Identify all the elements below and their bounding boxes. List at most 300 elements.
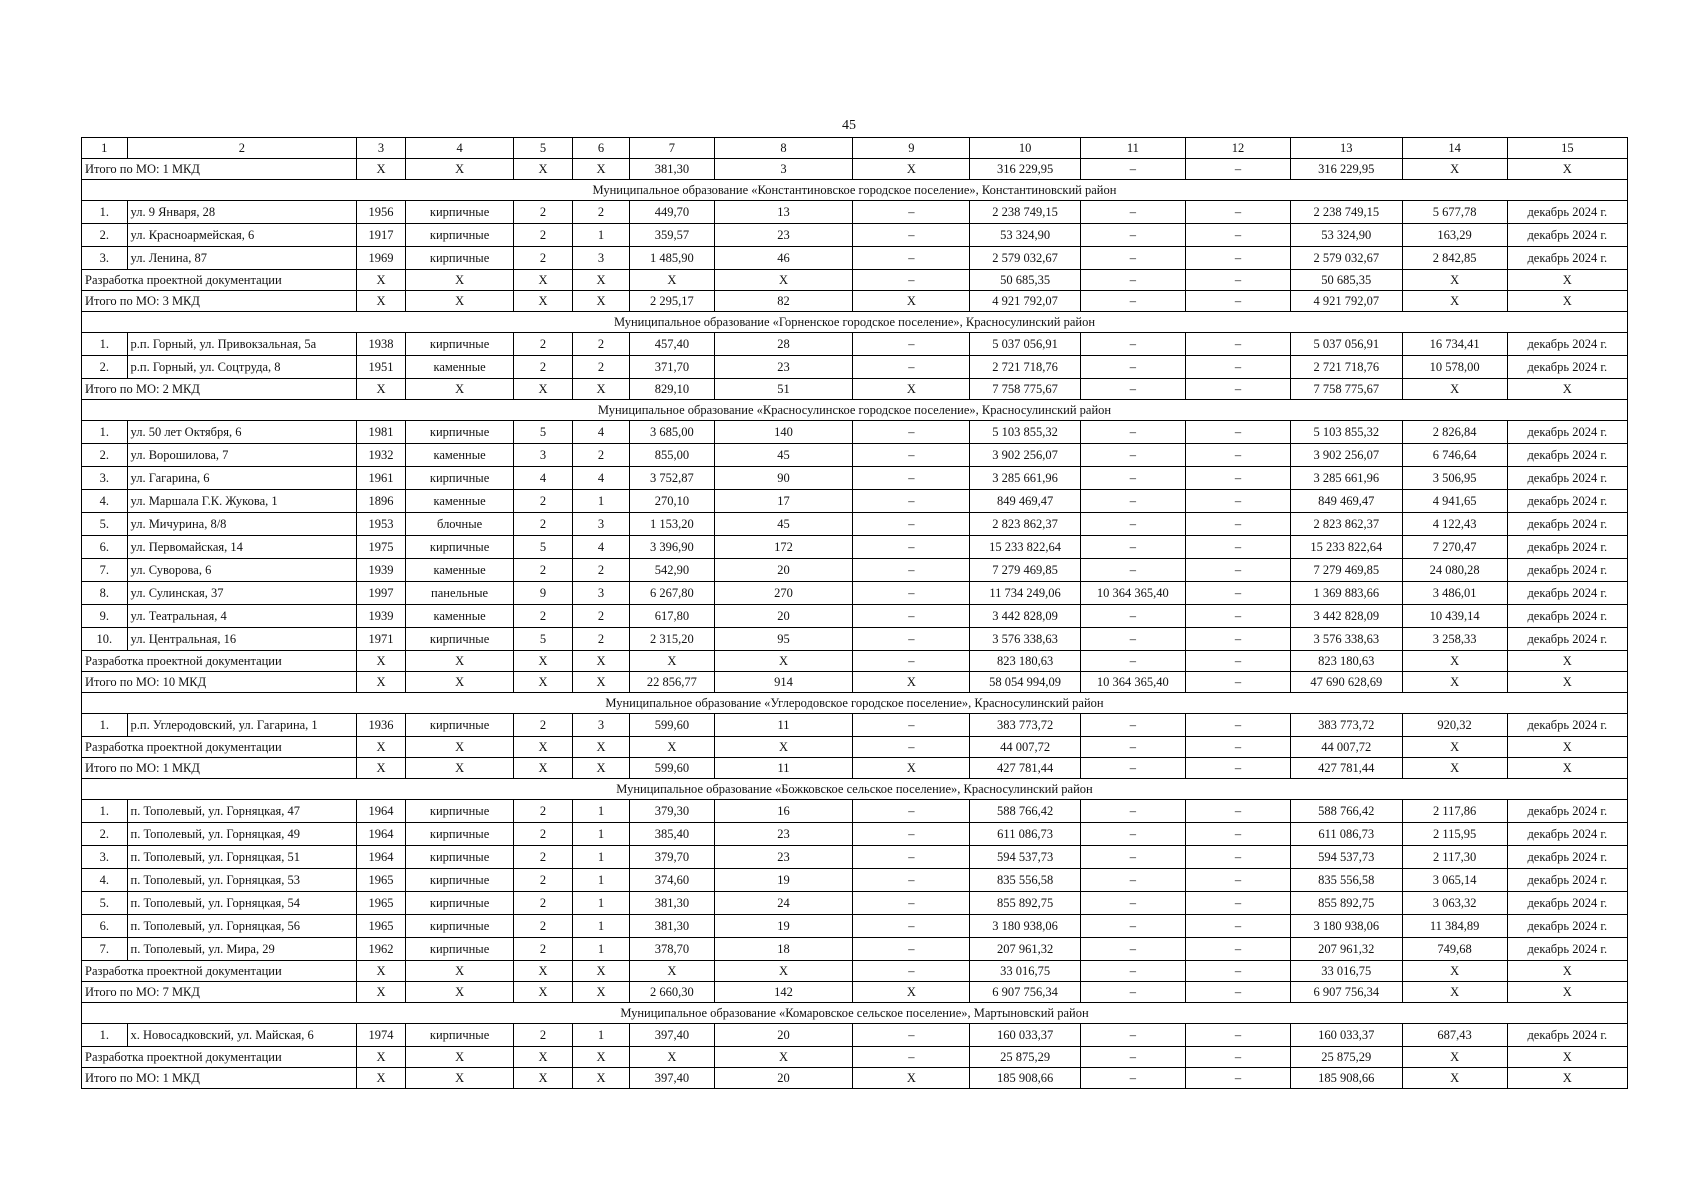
table-cell: – bbox=[1185, 961, 1290, 982]
table-cell: X bbox=[405, 961, 513, 982]
table-cell: – bbox=[853, 823, 970, 846]
table-cell: 2 bbox=[514, 800, 573, 823]
table-cell: X bbox=[357, 982, 406, 1003]
table-cell: X bbox=[572, 1068, 629, 1089]
table-cell: X bbox=[1507, 672, 1627, 693]
table-cell: 5 103 855,32 bbox=[970, 421, 1081, 444]
table-cell: кирпичные bbox=[405, 800, 513, 823]
table-cell: п. Тополевый, ул. Горняцкая, 56 bbox=[127, 915, 357, 938]
table-cell: – bbox=[1185, 628, 1290, 651]
table-cell: 381,30 bbox=[630, 892, 715, 915]
table-cell: X bbox=[1402, 379, 1507, 400]
total-row bbox=[82, 982, 1628, 1003]
table-cell: X bbox=[572, 737, 629, 758]
table-cell: 3 576 338,63 bbox=[970, 628, 1081, 651]
table-cell: 1997 bbox=[357, 582, 406, 605]
table-cell: 2. bbox=[82, 823, 128, 846]
municipality-header bbox=[82, 400, 1628, 421]
table-cell: X bbox=[1507, 961, 1627, 982]
table-cell: 5 bbox=[514, 536, 573, 559]
table-cell: декабрь 2024 г. bbox=[1507, 605, 1627, 628]
table-cell: 2. bbox=[82, 356, 128, 379]
table-cell: 1 bbox=[572, 938, 629, 961]
table-cell: – bbox=[1080, 559, 1185, 582]
table-cell: ул. Театральная, 4 bbox=[127, 605, 357, 628]
table-row bbox=[82, 869, 1628, 892]
table-cell: декабрь 2024 г. bbox=[1507, 333, 1627, 356]
column-header: 15 bbox=[1507, 138, 1627, 159]
table-cell: X bbox=[572, 961, 629, 982]
table-cell: 3 285 661,96 bbox=[1290, 467, 1402, 490]
table-cell: 1961 bbox=[357, 467, 406, 490]
table-cell: 1938 bbox=[357, 333, 406, 356]
table-cell: 2. bbox=[82, 444, 128, 467]
table-cell: – bbox=[1080, 938, 1185, 961]
table-cell: – bbox=[1080, 961, 1185, 982]
column-header: 10 bbox=[970, 138, 1081, 159]
table-cell: 6 267,80 bbox=[630, 582, 715, 605]
table-cell: 3 442 828,09 bbox=[1290, 605, 1402, 628]
table-cell: X bbox=[357, 737, 406, 758]
table-cell: 1965 bbox=[357, 915, 406, 938]
table-cell: 3. bbox=[82, 846, 128, 869]
table-cell: 17 bbox=[714, 490, 853, 513]
table-cell: – bbox=[853, 356, 970, 379]
table-cell: 1964 bbox=[357, 800, 406, 823]
table-cell: 1965 bbox=[357, 869, 406, 892]
table-cell: декабрь 2024 г. bbox=[1507, 714, 1627, 737]
table-cell: п. Тополевый, ул. Горняцкая, 49 bbox=[127, 823, 357, 846]
table-cell: 379,70 bbox=[630, 846, 715, 869]
total-row-label: Итого по МО: 2 МКД bbox=[82, 379, 357, 400]
table-cell: 16 734,41 bbox=[1402, 333, 1507, 356]
table-cell: X bbox=[514, 651, 573, 672]
table-cell: X bbox=[630, 737, 715, 758]
table-cell: – bbox=[1185, 605, 1290, 628]
table-cell: – bbox=[1080, 201, 1185, 224]
table-cell: 427 781,44 bbox=[970, 758, 1081, 779]
table-cell: 53 324,90 bbox=[970, 224, 1081, 247]
table-cell: п. Тополевый, ул. Горняцкая, 47 bbox=[127, 800, 357, 823]
table-cell: декабрь 2024 г. bbox=[1507, 938, 1627, 961]
total-row bbox=[82, 1068, 1628, 1089]
table-cell: X bbox=[853, 982, 970, 1003]
table-cell: 2 315,20 bbox=[630, 628, 715, 651]
table-cell: 397,40 bbox=[630, 1068, 715, 1089]
table-cell: 1939 bbox=[357, 605, 406, 628]
table-cell: X bbox=[1402, 737, 1507, 758]
table-cell: X bbox=[357, 291, 406, 312]
table-cell: – bbox=[853, 892, 970, 915]
table-cell: ул. Сулинская, 37 bbox=[127, 582, 357, 605]
table-cell: 23 bbox=[714, 846, 853, 869]
municipality-header bbox=[82, 312, 1628, 333]
total-row bbox=[82, 291, 1628, 312]
table-cell: 7. bbox=[82, 559, 128, 582]
table-cell: 4 941,65 bbox=[1402, 490, 1507, 513]
table-cell: р.п. Горный, ул. Привокзальная, 5а bbox=[127, 333, 357, 356]
table-cell: – bbox=[1080, 651, 1185, 672]
column-header: 6 bbox=[572, 138, 629, 159]
table-cell: – bbox=[1185, 672, 1290, 693]
table-cell: X bbox=[405, 291, 513, 312]
table-cell: 1964 bbox=[357, 823, 406, 846]
table-cell: X bbox=[514, 291, 573, 312]
table-cell: – bbox=[1185, 159, 1290, 180]
table-cell: 3 285 661,96 bbox=[970, 467, 1081, 490]
table-cell: 3 442 828,09 bbox=[970, 605, 1081, 628]
table-cell: 1 bbox=[572, 892, 629, 915]
table-cell: 855 892,75 bbox=[970, 892, 1081, 915]
table-cell: X bbox=[514, 1068, 573, 1089]
table-cell: – bbox=[853, 605, 970, 628]
table-cell: декабрь 2024 г. bbox=[1507, 467, 1627, 490]
table-cell: – bbox=[1185, 356, 1290, 379]
table-cell: 5 103 855,32 bbox=[1290, 421, 1402, 444]
table-cell: 2 bbox=[572, 444, 629, 467]
table-cell: декабрь 2024 г. bbox=[1507, 247, 1627, 270]
table-cell: – bbox=[1185, 938, 1290, 961]
table-cell: X bbox=[514, 961, 573, 982]
table-cell: – bbox=[1080, 444, 1185, 467]
table-cell: х. Новосадковский, ул. Майская, 6 bbox=[127, 1024, 357, 1047]
total-row bbox=[82, 159, 1628, 180]
table-cell: 51 bbox=[714, 379, 853, 400]
table-cell: 1. bbox=[82, 333, 128, 356]
column-header: 4 bbox=[405, 138, 513, 159]
table-cell: 2 bbox=[514, 356, 573, 379]
table-cell: – bbox=[1080, 224, 1185, 247]
table-cell: каменные bbox=[405, 444, 513, 467]
table-cell: 28 bbox=[714, 333, 853, 356]
table-cell: 45 bbox=[714, 513, 853, 536]
table-cell: 2 721 718,76 bbox=[970, 356, 1081, 379]
table-cell: 20 bbox=[714, 605, 853, 628]
table-cell: 3 180 938,06 bbox=[1290, 915, 1402, 938]
table-cell: X bbox=[630, 651, 715, 672]
table-cell: – bbox=[1080, 800, 1185, 823]
table-row bbox=[82, 444, 1628, 467]
table-cell: кирпичные bbox=[405, 247, 513, 270]
table-cell: – bbox=[1185, 224, 1290, 247]
table-cell: 3 752,87 bbox=[630, 467, 715, 490]
table-cell: 371,70 bbox=[630, 356, 715, 379]
table-cell: 2 bbox=[514, 1024, 573, 1047]
table-cell: X bbox=[405, 1047, 513, 1068]
table-cell: 10 439,14 bbox=[1402, 605, 1507, 628]
table-cell: – bbox=[1080, 714, 1185, 737]
table-cell: 4. bbox=[82, 869, 128, 892]
table-cell: 6. bbox=[82, 536, 128, 559]
table-cell: декабрь 2024 г. bbox=[1507, 444, 1627, 467]
table-row bbox=[82, 915, 1628, 938]
table-cell: 1 485,90 bbox=[630, 247, 715, 270]
table-cell: кирпичные bbox=[405, 536, 513, 559]
table-cell: – bbox=[1185, 737, 1290, 758]
table-cell: – bbox=[1080, 1047, 1185, 1068]
table-cell: X bbox=[1402, 982, 1507, 1003]
table-cell: 207 961,32 bbox=[970, 938, 1081, 961]
column-header: 5 bbox=[514, 138, 573, 159]
table-cell: X bbox=[572, 291, 629, 312]
table-cell: кирпичные bbox=[405, 846, 513, 869]
column-header: 1 bbox=[82, 138, 128, 159]
table-cell: – bbox=[1185, 513, 1290, 536]
table-cell: – bbox=[1185, 201, 1290, 224]
table-cell: 2 842,85 bbox=[1402, 247, 1507, 270]
table-cell: 33 016,75 bbox=[1290, 961, 1402, 982]
table-cell: X bbox=[1402, 1047, 1507, 1068]
table-cell: ул. Суворова, 6 bbox=[127, 559, 357, 582]
table-row bbox=[82, 333, 1628, 356]
table-cell: – bbox=[1080, 737, 1185, 758]
table-cell: 2 823 862,37 bbox=[970, 513, 1081, 536]
table-cell: ул. Первомайская, 14 bbox=[127, 536, 357, 559]
table-cell: X bbox=[1507, 651, 1627, 672]
table-cell: 3 576 338,63 bbox=[1290, 628, 1402, 651]
table-cell: X bbox=[357, 159, 406, 180]
municipality-title: Муниципальное образование «Красносулинское городское поселение», Красносулинский район bbox=[82, 400, 1628, 421]
table-cell: 829,10 bbox=[630, 379, 715, 400]
table-cell: каменные bbox=[405, 559, 513, 582]
table-cell: 1969 bbox=[357, 247, 406, 270]
table-cell: – bbox=[1185, 559, 1290, 582]
column-header: 2 bbox=[127, 138, 357, 159]
table-cell: 11 734 249,06 bbox=[970, 582, 1081, 605]
table-cell: 3 065,14 bbox=[1402, 869, 1507, 892]
column-header: 3 bbox=[357, 138, 406, 159]
design-docs-row-label: Разработка проектной документации bbox=[82, 270, 357, 291]
table-cell: 588 766,42 bbox=[970, 800, 1081, 823]
table-cell: – bbox=[1080, 467, 1185, 490]
table-cell: – bbox=[1185, 582, 1290, 605]
table-cell: кирпичные bbox=[405, 1024, 513, 1047]
table-cell: X bbox=[853, 672, 970, 693]
table-cell: 3 bbox=[572, 582, 629, 605]
table-cell: X bbox=[405, 651, 513, 672]
table-row bbox=[82, 513, 1628, 536]
table-cell: X bbox=[714, 1047, 853, 1068]
table-cell: 2 238 749,15 bbox=[1290, 201, 1402, 224]
table-cell: 53 324,90 bbox=[1290, 224, 1402, 247]
table-cell: X bbox=[572, 672, 629, 693]
table-cell: ул. 9 Января, 28 bbox=[127, 201, 357, 224]
municipality-title: Муниципальное образование «Божковское сельское поселение», Красносулинский район bbox=[82, 779, 1628, 800]
table-cell: X bbox=[714, 270, 853, 291]
table-cell: 2 bbox=[514, 892, 573, 915]
table-cell: – bbox=[853, 224, 970, 247]
table-cell: 82 bbox=[714, 291, 853, 312]
table-cell: декабрь 2024 г. bbox=[1507, 800, 1627, 823]
table-cell: 9 bbox=[514, 582, 573, 605]
design-docs-row bbox=[82, 961, 1628, 982]
table-cell: X bbox=[514, 379, 573, 400]
table-cell: п. Тополевый, ул. Горняцкая, 51 bbox=[127, 846, 357, 869]
table-cell: – bbox=[853, 536, 970, 559]
housing-repair-table bbox=[81, 137, 1628, 1089]
table-cell: 617,80 bbox=[630, 605, 715, 628]
table-cell: каменные bbox=[405, 356, 513, 379]
table-cell: 1953 bbox=[357, 513, 406, 536]
table-cell: 1951 bbox=[357, 356, 406, 379]
table-cell: 3 bbox=[714, 159, 853, 180]
table-cell: X bbox=[1507, 270, 1627, 291]
table-cell: 7. bbox=[82, 938, 128, 961]
table-cell: 2. bbox=[82, 224, 128, 247]
table-cell: 3 902 256,07 bbox=[970, 444, 1081, 467]
table-cell: – bbox=[853, 1047, 970, 1068]
design-docs-row-label: Разработка проектной документации bbox=[82, 1047, 357, 1068]
table-cell: X bbox=[572, 1047, 629, 1068]
table-cell: кирпичные bbox=[405, 628, 513, 651]
table-cell: 160 033,37 bbox=[1290, 1024, 1402, 1047]
table-cell: – bbox=[853, 1024, 970, 1047]
table-cell: 2 295,17 bbox=[630, 291, 715, 312]
table-cell: 3 486,01 bbox=[1402, 582, 1507, 605]
table-cell: 3 685,00 bbox=[630, 421, 715, 444]
table-cell: 3 063,32 bbox=[1402, 892, 1507, 915]
table-cell: 359,57 bbox=[630, 224, 715, 247]
table-cell: X bbox=[1402, 1068, 1507, 1089]
table-cell: декабрь 2024 г. bbox=[1507, 536, 1627, 559]
table-cell: X bbox=[357, 961, 406, 982]
table-cell: 5 bbox=[514, 421, 573, 444]
table-cell: X bbox=[572, 982, 629, 1003]
table-cell: ул. Красноармейская, 6 bbox=[127, 224, 357, 247]
total-row-label: Итого по МО: 10 МКД bbox=[82, 672, 357, 693]
table-cell: 855 892,75 bbox=[1290, 892, 1402, 915]
table-cell: 4 bbox=[572, 467, 629, 490]
table-cell: – bbox=[1185, 1047, 1290, 1068]
table-cell: X bbox=[514, 159, 573, 180]
table-cell: X bbox=[405, 758, 513, 779]
table-cell: – bbox=[1185, 892, 1290, 915]
table-cell: 22 856,77 bbox=[630, 672, 715, 693]
table-row bbox=[82, 582, 1628, 605]
table-cell: 1. bbox=[82, 201, 128, 224]
table-cell: – bbox=[853, 467, 970, 490]
table-cell: 5 677,78 bbox=[1402, 201, 1507, 224]
table-cell: ул. 50 лет Октября, 6 bbox=[127, 421, 357, 444]
table-cell: 920,32 bbox=[1402, 714, 1507, 737]
table-cell: X bbox=[853, 758, 970, 779]
table-cell: 7 279 469,85 bbox=[970, 559, 1081, 582]
table-cell: – bbox=[1185, 536, 1290, 559]
table-cell: 2 238 749,15 bbox=[970, 201, 1081, 224]
table-cell: 3 bbox=[572, 714, 629, 737]
table-cell: каменные bbox=[405, 490, 513, 513]
table-cell: 849 469,47 bbox=[970, 490, 1081, 513]
table-cell: 599,60 bbox=[630, 714, 715, 737]
table-cell: 25 875,29 bbox=[970, 1047, 1081, 1068]
table-cell: – bbox=[853, 800, 970, 823]
table-cell: 749,68 bbox=[1402, 938, 1507, 961]
table-cell: 11 bbox=[714, 714, 853, 737]
table-cell: – bbox=[853, 270, 970, 291]
table-cell: X bbox=[1507, 758, 1627, 779]
table-cell: 16 bbox=[714, 800, 853, 823]
table-cell: – bbox=[853, 915, 970, 938]
table-cell: – bbox=[853, 846, 970, 869]
table-cell: 5. bbox=[82, 892, 128, 915]
table-cell: 33 016,75 bbox=[970, 961, 1081, 982]
table-cell: декабрь 2024 г. bbox=[1507, 224, 1627, 247]
table-cell: X bbox=[1402, 159, 1507, 180]
table-row bbox=[82, 823, 1628, 846]
table-cell: 381,30 bbox=[630, 159, 715, 180]
table-cell: – bbox=[853, 628, 970, 651]
table-cell: 383 773,72 bbox=[1290, 714, 1402, 737]
table-cell: 2 bbox=[514, 846, 573, 869]
table-cell: X bbox=[405, 737, 513, 758]
table-cell: 316 229,95 bbox=[1290, 159, 1402, 180]
table-cell: X bbox=[357, 672, 406, 693]
table-cell: X bbox=[514, 1047, 573, 1068]
table-cell: 374,60 bbox=[630, 869, 715, 892]
table-cell: – bbox=[1185, 379, 1290, 400]
table-cell: X bbox=[514, 737, 573, 758]
table-cell: 1. bbox=[82, 800, 128, 823]
design-docs-row-label: Разработка проектной документации bbox=[82, 651, 357, 672]
table-cell: 1956 bbox=[357, 201, 406, 224]
table-cell: 5 037 056,91 bbox=[970, 333, 1081, 356]
table-cell: – bbox=[1185, 846, 1290, 869]
table-row bbox=[82, 224, 1628, 247]
table-cell: X bbox=[1402, 758, 1507, 779]
table-cell: – bbox=[853, 333, 970, 356]
table-cell: 2 826,84 bbox=[1402, 421, 1507, 444]
table-cell: X bbox=[630, 1047, 715, 1068]
table-cell: декабрь 2024 г. bbox=[1507, 582, 1627, 605]
table-row bbox=[82, 536, 1628, 559]
table-cell: 1 bbox=[572, 1024, 629, 1047]
table-cell: 185 908,66 bbox=[970, 1068, 1081, 1089]
table-cell: кирпичные bbox=[405, 224, 513, 247]
table-cell: 23 bbox=[714, 356, 853, 379]
table-cell: – bbox=[1080, 1068, 1185, 1089]
table-cell: 1 369 883,66 bbox=[1290, 582, 1402, 605]
table-cell: – bbox=[853, 714, 970, 737]
table-cell: 1 bbox=[572, 490, 629, 513]
table-cell: – bbox=[1080, 513, 1185, 536]
table-cell: 19 bbox=[714, 915, 853, 938]
total-row bbox=[82, 758, 1628, 779]
table-cell: 4 bbox=[572, 536, 629, 559]
table-row bbox=[82, 356, 1628, 379]
table-cell: кирпичные bbox=[405, 823, 513, 846]
table-cell: 2 bbox=[514, 201, 573, 224]
table-row bbox=[82, 1024, 1628, 1047]
table-cell: X bbox=[572, 758, 629, 779]
table-cell: ул. Ленина, 87 bbox=[127, 247, 357, 270]
table-cell: – bbox=[1080, 270, 1185, 291]
table-cell: 1974 bbox=[357, 1024, 406, 1047]
table-cell: 2 bbox=[572, 356, 629, 379]
table-cell: 10 364 365,40 bbox=[1080, 582, 1185, 605]
table-cell: 611 086,73 bbox=[970, 823, 1081, 846]
column-header: 13 bbox=[1290, 138, 1402, 159]
table-cell: X bbox=[630, 961, 715, 982]
table-cell: X bbox=[1507, 291, 1627, 312]
table-row bbox=[82, 605, 1628, 628]
table-cell: – bbox=[1080, 982, 1185, 1003]
column-header: 7 bbox=[630, 138, 715, 159]
table-cell: X bbox=[1402, 291, 1507, 312]
table-cell: кирпичные bbox=[405, 201, 513, 224]
table-cell: кирпичные bbox=[405, 421, 513, 444]
municipality-header bbox=[82, 180, 1628, 201]
total-row-label: Итого по МО: 1 МКД bbox=[82, 758, 357, 779]
